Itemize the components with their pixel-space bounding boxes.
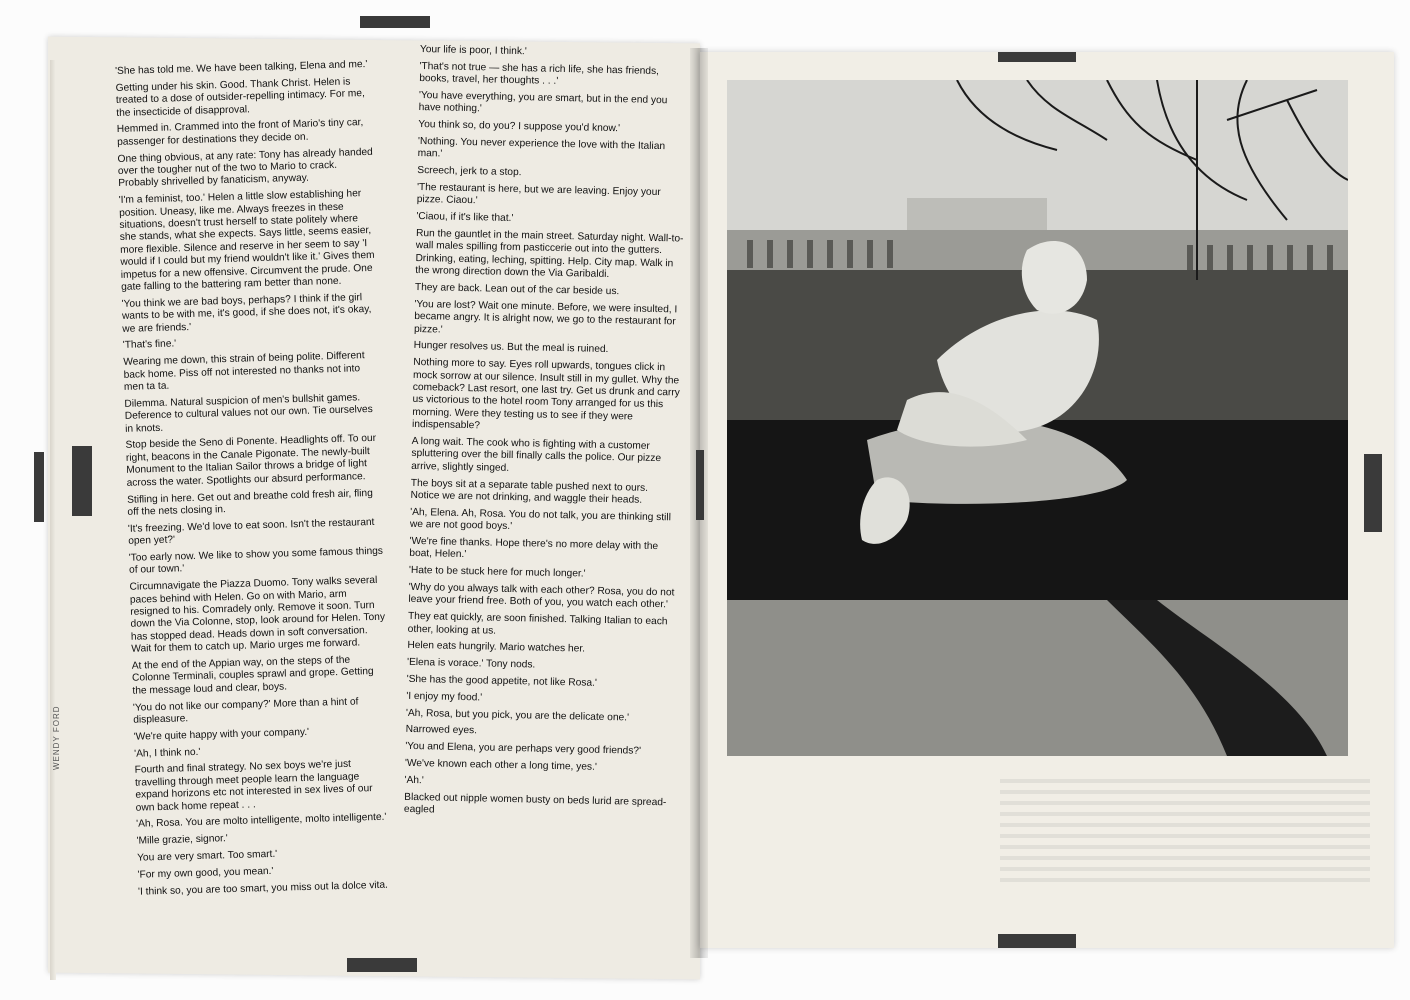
paragraph: Stop beside the Seno di Ponente. Headlights off. To our right, beacons in the Canale Pigonate. The newly-built Monument to the Italian Sailor throws a bridge of light across the water. Spotlights our absurd performance. bbox=[125, 433, 377, 489]
running-head: WENDY FORD bbox=[52, 705, 61, 770]
paragraph: Circumnavigate the Piazza Duomo. Tony walks several paces behind with Helen. Go on with Mario, arm resigned to his. Comradely only. Remove it soon. Turn down the Via Colonne, stop, look around for Helen. Tony has stopped dead. Heads down in soft conversation. Wait for them to catch up. Mario urges me forward. bbox=[129, 574, 386, 655]
paragraph: They eat quickly, are soon finished. Talking Italian to each other, looking at us. bbox=[407, 611, 668, 637]
paragraph: They are back. Lean out of the car beside us. bbox=[414, 281, 620, 298]
page-edge bbox=[50, 60, 56, 980]
paragraph: 'We've known each other a long time, yes.' bbox=[404, 757, 597, 773]
paragraph: Run the gauntlet in the main street. Saturday night. Wall-to-wall males spilling from pasticcerie out into the gutters. Drinking, eating, leching, spitting. Help. City map. Walk in the wrong direction down the Via Garibaldi. bbox=[415, 227, 684, 281]
paragraph: A long wait. The cook who is fighting with a customer spluttering over the bill finally calls the police. Our pizze arrive, slightly singed. bbox=[411, 435, 662, 474]
paragraph: Wearing me down, this strain of being polite. Different back home. Piss off not interested no thanks not into men ta ta. bbox=[123, 350, 365, 393]
paragraph: 'That's not true — she has a rich life, she has friends, books, travel, her thoughts . . .' bbox=[419, 60, 660, 88]
paragraph: Hemmed in. Crammed into the front of Mario's tiny car, passenger for destinations they decide on. bbox=[116, 117, 364, 148]
left-text-column bbox=[115, 59, 394, 903]
paragraph: 'We're fine thanks. Hope there's no more delay with the boat, Helen.' bbox=[409, 535, 659, 561]
crop-mark-right-edge bbox=[1364, 454, 1382, 532]
paragraph: Nothing more to say. Eyes roll upwards, tongues click in mock sorrow at our silence. Insult still in my gullet. Why the comeback? Last resort, one last try. Get us drunk and carry us victorious to the hotel room Tony arranged for us this morning. Were they testing us to see if they were indispensable? bbox=[411, 357, 680, 432]
paragraph: Screech, jerk to a stop. bbox=[417, 165, 522, 179]
paragraph: At the end of the Appian way, on the steps of the Colonne Terminali, couples sprawl and grope. Getting the message loud and clear, boys. bbox=[131, 654, 374, 697]
paragraph: One thing obvious, at any rate: Tony has already handed over the tougher nut of the two to Mario to crack. Probably shrivelled by fanaticism, anyway. bbox=[117, 146, 373, 190]
paragraph: 'She has the good appetite, not like Rosa.' bbox=[406, 673, 597, 689]
crop-mark-gutter bbox=[696, 450, 704, 520]
show-through-text bbox=[1000, 772, 1370, 922]
crop-mark-left-edge bbox=[34, 452, 44, 522]
paragraph: Hunger resolves us. But the meal is ruined. bbox=[413, 340, 609, 356]
crop-mark-bottom-left bbox=[347, 958, 417, 972]
paragraph: 'Ciaou, if it's like that.' bbox=[416, 211, 514, 225]
paragraph: Helen eats hungrily. Mario watches her. bbox=[407, 640, 586, 656]
paragraph: Your life is poor, I think.' bbox=[419, 44, 527, 58]
paragraph: 'You are lost? Wait one minute. Before, we were insulted, I became angry. It is alright now, we go to the restaurant for pizze.' bbox=[413, 298, 678, 336]
statue-photograph bbox=[727, 80, 1348, 756]
right-text-column bbox=[404, 44, 688, 826]
paragraph: 'You think we are bad boys, perhaps? I think if the girl wants to be with me, it's good, if she does not, it's okay, we are friends.' bbox=[121, 292, 372, 335]
paragraph: 'Hate to be stuck here for much longer.' bbox=[408, 565, 586, 580]
paragraph: Dilemma. Natural suspicion of men's bullshit games. Deference to cultural values not our own. Tie ourselves in knots. bbox=[124, 392, 373, 435]
paragraph: Narrowed eyes. bbox=[405, 724, 478, 737]
crop-mark-left-inner bbox=[72, 446, 92, 516]
paragraph: 'We're quite happy with your company.' bbox=[133, 726, 310, 743]
paragraph: 'Mille grazie, signor.' bbox=[136, 833, 228, 847]
paragraph: You are very smart. Too smart.' bbox=[136, 848, 278, 864]
paragraph: 'Too early now. We like to show you some famous things of our town.' bbox=[128, 545, 384, 577]
paragraph: 'I think so, you are too smart, you miss out la dolce vita. bbox=[137, 879, 389, 898]
paragraph: 'I'm a feminist, too.' Helen a little slow establishing her position. Uneasy, like me. Always freezes in these situations, doesn't trust herself to state politely where she stands, what she expects. Says little, seems easier, more flexible. Silence and reserve in her seem to say 'I would if I could but my friend wouldn't like it.' Gives them impetus for a new offensive. Circumvent the prude. One gate falling to the battering ram better than none. bbox=[118, 188, 375, 293]
paragraph: 'You have everything, you are smart, but in the end you have nothing.' bbox=[418, 89, 668, 115]
crop-mark-top-right bbox=[998, 52, 1076, 62]
paragraph: 'Ah, I think no.' bbox=[134, 746, 201, 760]
paragraph: 'It's freezing. We'd love to eat soon. Isn't the restaurant open yet?' bbox=[127, 516, 375, 547]
paragraph: 'Ah, Elena. Ah, Rosa. You do not talk, you are thinking still we are not good boys.' bbox=[409, 506, 672, 533]
paragraph: Stifling in here. Get out and breathe cold fresh air, fling off the nets closing in. bbox=[126, 487, 373, 518]
paragraph: You think so, do you? I suppose you'd know.' bbox=[418, 119, 621, 135]
statue-photo-icon bbox=[727, 80, 1348, 756]
paragraph: 'Ah.' bbox=[404, 774, 424, 787]
crop-mark-top-left bbox=[360, 16, 430, 28]
paragraph: 'You and Elena, you are perhaps very good friends?' bbox=[405, 741, 642, 758]
paragraph: 'You do not like our company?' More than a hint of displeasure. bbox=[132, 696, 359, 726]
paragraph: Getting under his skin. Good. Thank Christ. Helen is treated to a dose of outsider-repelling intimacy. For me, the insecticide of disapproval. bbox=[115, 76, 365, 119]
paragraph: 'That's fine.' bbox=[122, 338, 177, 352]
paragraph: The boys sit at a separate table pushed next to ours. Notice we are not drinking, and waggle their heads. bbox=[410, 477, 649, 506]
crop-mark-bottom-right bbox=[998, 934, 1076, 948]
paragraph: 'Nothing. You never experience the love with the Italian man.' bbox=[417, 135, 666, 160]
paragraph: Fourth and final strategy. No sex boys we're just travelling through meet people learn the language expand horizons etc not interested in sex lives of our own back home repeat . . . bbox=[134, 759, 373, 814]
paragraph: 'The restaurant is here, but we are leaving. Enjoy your pizze. Ciaou.' bbox=[416, 181, 661, 207]
paragraph: 'She has told me. We have been talking, Elena and me.' bbox=[115, 58, 368, 77]
paragraph: 'Ah, Rosa. You are molto intelligente, molto intelligente.' bbox=[136, 812, 387, 831]
paragraph: 'I enjoy my food.' bbox=[406, 690, 483, 704]
paragraph: 'Why do you always talk with each other? Rosa, you do not leave your friend free. Both of you, you watch each other.' bbox=[408, 581, 675, 611]
paragraph: 'Elena is vorace.' Tony nods. bbox=[406, 657, 536, 671]
paragraph: 'Ah, Rosa, but you pick, you are the delicate one.' bbox=[405, 707, 630, 724]
paragraph: 'For my own good, you mean.' bbox=[137, 865, 274, 881]
paragraph: Blacked out nipple women busty on beds lurid are spread-eagled bbox=[403, 791, 667, 816]
